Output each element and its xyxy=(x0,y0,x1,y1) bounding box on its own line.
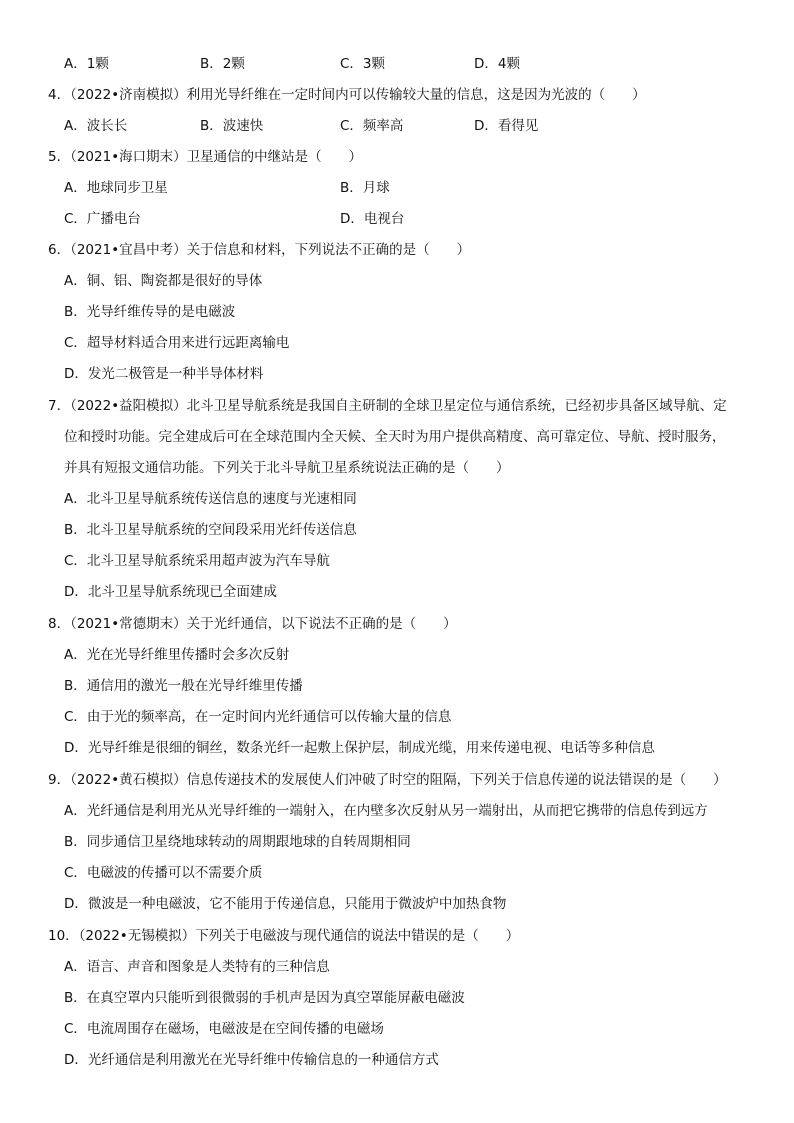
option-a: A．铜、铝、陶瓷都是很好的导体 xyxy=(64,273,263,289)
option-a: A．北斗卫星导航系统传送信息的速度与光速相同 xyxy=(64,491,357,507)
question-text: 关于光纤通信，以下说法不正确的是（ ） xyxy=(186,616,457,632)
option-b: B．通信用的激光一般在光导纤维里传播 xyxy=(64,678,303,694)
option-c: C．广播电台 xyxy=(64,211,141,227)
option-c: C．北斗卫星导航系统采用超声波为汽车导航 xyxy=(64,553,330,569)
question-text: 下列关于电磁波与现代通信的说法中错误的是（ ） xyxy=(195,928,520,944)
option-b: B．在真空罩内只能听到很微弱的手机声是因为真空罩能屏蔽电磁波 xyxy=(64,990,465,1006)
question-number: 8． xyxy=(48,616,71,632)
question-number: 4． xyxy=(48,87,71,103)
option-c: C．超导材料适合用来进行远距离输电 xyxy=(64,335,290,351)
option-b: B．波速快 xyxy=(200,118,264,134)
option-b: B．光导纤维传导的是电磁波 xyxy=(64,304,236,320)
question-number: 5． xyxy=(48,149,71,165)
question-source: （2022•益阳模拟） xyxy=(70,398,187,414)
option-a: A．波长长 xyxy=(64,118,128,134)
question-6-stem xyxy=(48,237,470,263)
question-source: （2021•宜昌中考） xyxy=(70,242,187,258)
question-10-stem xyxy=(48,923,519,949)
option-c: C．由于光的频率高，在一定时间内光纤通信可以传输大量的信息 xyxy=(64,709,452,725)
question-number: 6． xyxy=(48,242,71,258)
option-d: D．4颗 xyxy=(474,56,520,72)
question-source: （2021•常德期末） xyxy=(70,616,187,632)
option-b: B．北斗卫星导航系统的空间段采用光纤传送信息 xyxy=(64,522,357,538)
option-d: D．光导纤维是很细的铜丝，数条光纤一起敷上保护层，制成光缆，用来传递电视、电话等多种信息 xyxy=(64,740,655,756)
option-b: B．月球 xyxy=(340,180,390,196)
option-c: C．电磁波的传播可以不需要介质 xyxy=(64,865,263,881)
option-c: C．3颗 xyxy=(340,56,386,72)
option-a: A．地球同步卫星 xyxy=(64,180,168,196)
question-7-stem xyxy=(48,393,727,419)
option-a: A．语言、声音和图象是人类特有的三种信息 xyxy=(64,959,330,975)
option-d: D．北斗卫星导航系统现已全面建成 xyxy=(64,584,277,600)
question-text: 卫星通信的中继站是（ ） xyxy=(186,149,363,165)
option-a: A．1颗 xyxy=(64,56,109,72)
question-source: （2022•黄石模拟） xyxy=(70,772,187,788)
option-d: D．看得见 xyxy=(474,118,539,134)
question-text: 关于信息和材料，下列说法不正确的是（ ） xyxy=(186,242,471,258)
question-7-stem-line-3: 并具有短报文通信功能。下列关于北斗导航卫星系统说法正确的是（ ） xyxy=(64,460,510,476)
question-8-stem xyxy=(48,611,457,637)
question-7-stem-line-2: 位和授时功能。完全建成后可在全球范围内全天候、全天时为用户提供高精度、高可靠定位、导航、授时服务， xyxy=(64,429,726,445)
option-c: C．电流周围存在磁场，电磁波是在空间传播的电磁场 xyxy=(64,1021,384,1037)
option-d: D．光纤通信是利用激光在光导纤维中传输信息的一种通信方式 xyxy=(64,1052,439,1068)
option-a: A．光在光导纤维里传播时会多次反射 xyxy=(64,647,290,663)
question-number: 10． xyxy=(48,928,79,944)
question-9-stem xyxy=(48,767,727,793)
option-d: D．微波是一种电磁波，它不能用于传递信息，只能用于微波炉中加热食物 xyxy=(64,896,507,912)
question-source: （2022•济南模拟） xyxy=(70,87,187,103)
question-text: 信息传递技术的发展使人们冲破了时空的阻隔，下列关于信息传递的说法错误的是（ ） xyxy=(186,772,727,788)
question-5-stem xyxy=(48,144,362,170)
question-text: 利用光导纤维在一定时间内可以传输较大量的信息，这是因为光波的（ ） xyxy=(186,87,646,103)
option-d: D．发光二极管是一种半导体材料 xyxy=(64,366,264,382)
question-text: 北斗卫星导航系统是我国自主研制的全球卫星定位与通信系统，已经初步具备区域导航、定 xyxy=(186,398,727,414)
question-source: （2021•海口期末） xyxy=(70,149,187,165)
option-b: B．同步通信卫星绕地球转动的周期跟地球的自转周期相同 xyxy=(64,834,411,850)
option-b: B．2颗 xyxy=(200,56,245,72)
question-number: 7． xyxy=(48,398,71,414)
option-c: C．频率高 xyxy=(340,118,404,134)
question-number: 9． xyxy=(48,772,71,788)
option-a: A．光纤通信是利用光从光导纤维的一端射入，在内壁多次反射从另一端射出，从而把它携带的信息传到远方 xyxy=(64,803,708,819)
question-4-stem xyxy=(48,82,646,108)
question-source: （2022•无锡模拟） xyxy=(78,928,196,944)
option-d: D．电视台 xyxy=(340,211,405,227)
